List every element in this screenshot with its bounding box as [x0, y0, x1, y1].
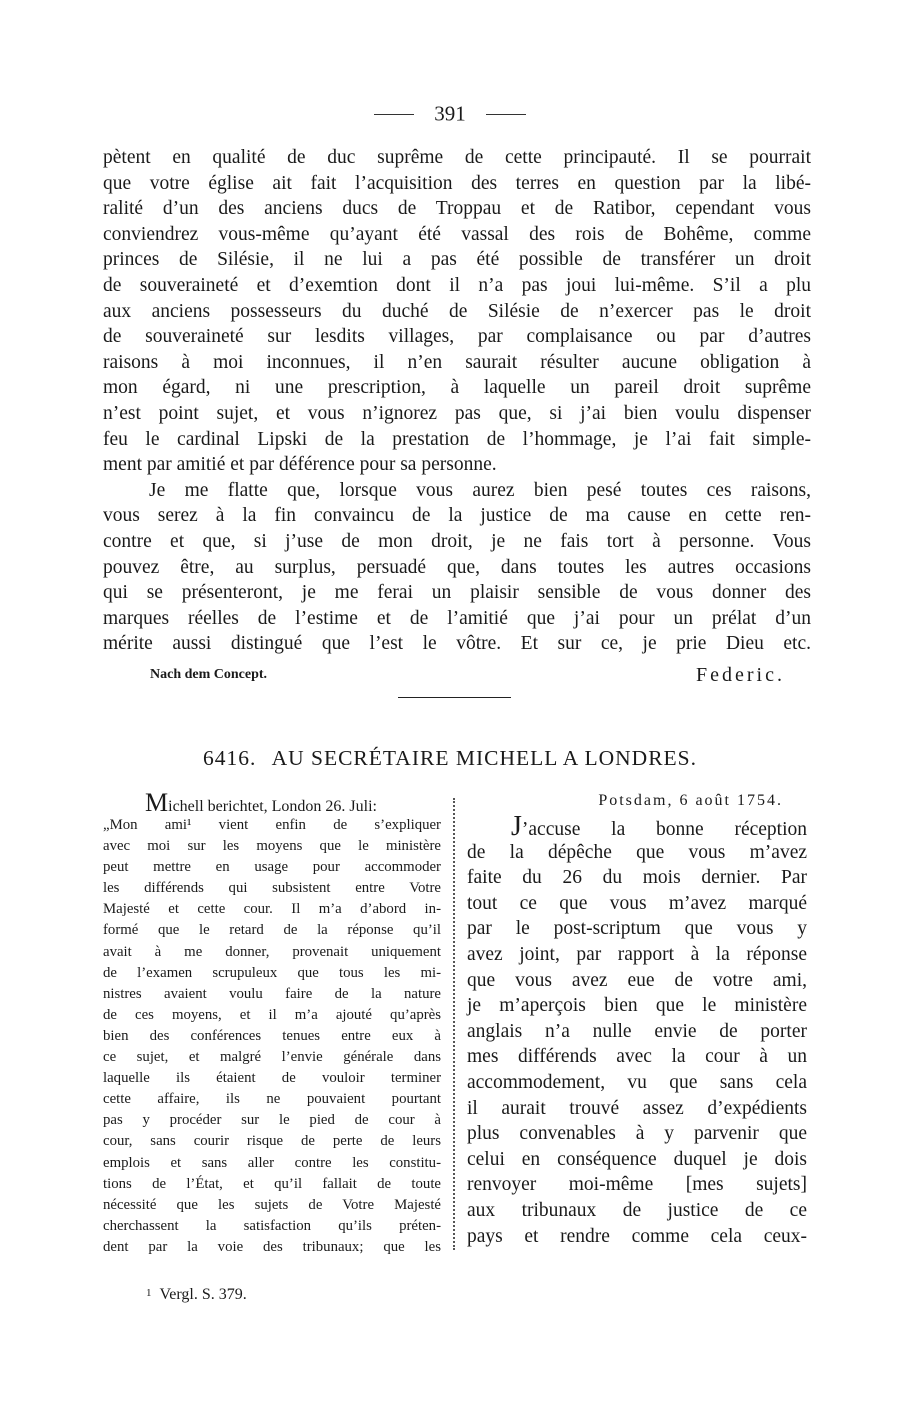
reply-line: que vous avez eue de votre ami,: [467, 969, 807, 991]
reply-line: de la dépêche que vous m’avez: [467, 841, 807, 863]
source-note: Nach dem Concept.: [150, 667, 268, 682]
report-line: pas y procéder sur le pied de cour à: [103, 1112, 441, 1129]
document-number: 6416.: [202, 746, 257, 770]
report-column: [103, 790, 441, 1258]
report-line: nistres avaient voulu faire de la nature: [103, 985, 441, 1002]
reply-dateline: Potsdam, 6 août 1754.: [598, 792, 783, 809]
text-line: ment par amitié et par déférence pour sa personne.: [103, 454, 497, 476]
reply-line: anglais n’a nulle envie de porter: [467, 1020, 807, 1042]
text-line: marques réelles de l’estime et de l’amitié que j’ai pour un prélat d’un: [103, 607, 811, 629]
reply-line: pays et rendre comme cela ceux-: [467, 1225, 807, 1247]
text-line: Je me flatte que, lorsque vous aurez bien pesé toutes ces raisons,: [149, 479, 811, 501]
signature: Federic.: [696, 664, 785, 686]
reply-line: plus convenables à y parvenir que: [467, 1123, 807, 1145]
text-line: de souveraineté sur lesdits villages, par complaisance ou par d’autres: [103, 326, 811, 348]
footnote-text: Vergl. S. 379.: [159, 1286, 247, 1303]
document-title: AU SECRÉTAIRE MICHELL A LONDRES.: [271, 746, 698, 770]
text-line: pouvez être, au surplus, persuadé que, dans toutes les autres occasions: [103, 556, 811, 578]
text-line: n’est point sujet, et vous n’ignorez pas que, si j’ai bien voulu dispenser: [103, 402, 811, 424]
report-line: „Mon ami¹ vient enfin de s’expliquer: [103, 817, 441, 833]
page-number: [0, 100, 900, 127]
document-heading: [0, 746, 900, 771]
text-line: feu le cardinal Lipski de la prestation de l’hommage, je l’ai fait simple-: [103, 428, 811, 450]
section-divider: [398, 697, 511, 698]
report-line: les différends qui subsistent entre Votre: [103, 880, 441, 897]
text-line: de souveraineté et d’exemtion dont il n’a pas joui lui-même. S’il a plu: [103, 274, 811, 296]
reply-line: il aurait trouvé assez d’expédients: [467, 1097, 807, 1119]
signature-row: [150, 664, 785, 690]
reply-first-line: [467, 811, 807, 842]
report-line: bien des conférences tenues entre eux à: [103, 1027, 441, 1044]
text-line: pètent en qualité de duc suprême de cette principauté. Il se pourrait: [103, 147, 811, 168]
reply-line: tout ce que vous m’avez marqué: [467, 892, 807, 914]
reply-line: je m’aperçois bien que le ministère: [467, 995, 807, 1017]
text-line: mérite aussi distingué que l’est le vôtre. Et sur ce, je prie Dieu etc.: [103, 633, 811, 655]
report-line: cour, sans courir risque de perte de leurs: [103, 1133, 441, 1150]
report-line: Majesté et cette cour. Il m’a d’abord in-: [103, 901, 441, 918]
reply-line: par le post-scriptum que vous y: [467, 918, 807, 940]
reply-line: aux tribunaux de justice de ce: [467, 1199, 807, 1221]
text-line: mon égard, ni une prescription, à laquelle un pareil droit suprême: [103, 377, 811, 399]
reply-line: mes différends avec la cour à un: [467, 1046, 807, 1068]
reply-line: renvoyer moi-même [mes sujets]: [467, 1174, 807, 1196]
column-separator: [453, 798, 455, 1250]
report-line: avec moi sur les moyens que le ministère: [103, 838, 441, 855]
report-first-line: [103, 790, 441, 815]
report-line: de l’examen scrupuleux que tous les mi-: [103, 964, 441, 981]
text-line: ralité d’un des anciens ducs de Troppau et de Ratibor, cependant vous: [103, 198, 811, 220]
report-line: peut mettre en usage pour accommoder: [103, 859, 441, 876]
report-line: emplois et sans aller contre les constitu-: [103, 1154, 441, 1171]
report-initial: M: [145, 788, 169, 817]
text-line: conviendrez vous-même qu’ayant été vassal des rois de Bohême, comme: [103, 223, 811, 245]
page-number-rule-left: [374, 114, 414, 115]
reply-line: accommodement, vu que sans cela: [467, 1071, 807, 1093]
reply-initial: J: [511, 811, 522, 842]
text-line: raisons à moi inconnues, il n’en saurait résulter aucune obligation à: [103, 351, 811, 373]
text-line: vous serez à la fin convaincu de la justice de ma cause en cette ren-: [103, 505, 811, 527]
report-line: dent par la voie des tribunaux; que les: [103, 1238, 441, 1255]
text-line: aux anciens possesseurs du duché de Silésie de n’exercer pas le droit: [103, 300, 811, 322]
page-number-rule-right: [486, 114, 526, 115]
reply-column: [467, 788, 807, 1249]
report-line: ce sujet, et malgré l’envie générale dans: [103, 1049, 441, 1066]
report-line: cette affaire, ils ne pouvaient pourtant: [103, 1091, 441, 1108]
report-line: tions de l’État, et qu’il fallait de toute: [103, 1175, 441, 1192]
text-line: que votre église ait fait l’acquisition des terres en question par la libé-: [103, 172, 811, 194]
text-line: contre et que, si j’use de mon droit, je ne fais tort à personne. Vous: [103, 530, 811, 552]
report-line: nécessité que les sujets de Votre Majesté: [103, 1196, 441, 1213]
footnote: [146, 1286, 247, 1304]
text-line: qui se présenteront, je me ferai un plaisir sensible de vous donner des: [103, 582, 811, 604]
reply-line: faite du 26 du mois dernier. Par: [467, 867, 807, 889]
report-line: cherchassent la satisfaction qu’ils préten-: [103, 1217, 441, 1234]
reply-line: avez joint, par rapport à la réponse: [467, 943, 807, 965]
report-line: de ces moyens, et il m’a ajouté qu’après: [103, 1006, 441, 1023]
text-line: princes de Silésie, il ne lui a pas été possible de transférer un droit: [103, 249, 811, 271]
main-letter-text: [103, 145, 811, 657]
report-first-line-rest: ichell berichtet, London 26. Juli:: [168, 798, 377, 815]
footnote-mark: 1: [146, 1287, 152, 1299]
page-number-value: 391: [434, 101, 466, 126]
reply-first-line-rest: ’accuse la bonne réception: [521, 819, 807, 840]
report-line: avait à me donner, provenait uniquement: [103, 943, 441, 960]
reply-line: celui en conséquence duquel je dois: [467, 1148, 807, 1170]
report-line: laquelle ils étaient de vouloir terminer: [103, 1070, 441, 1087]
report-line: formé que le retard de la réponse qu’il: [103, 922, 441, 939]
